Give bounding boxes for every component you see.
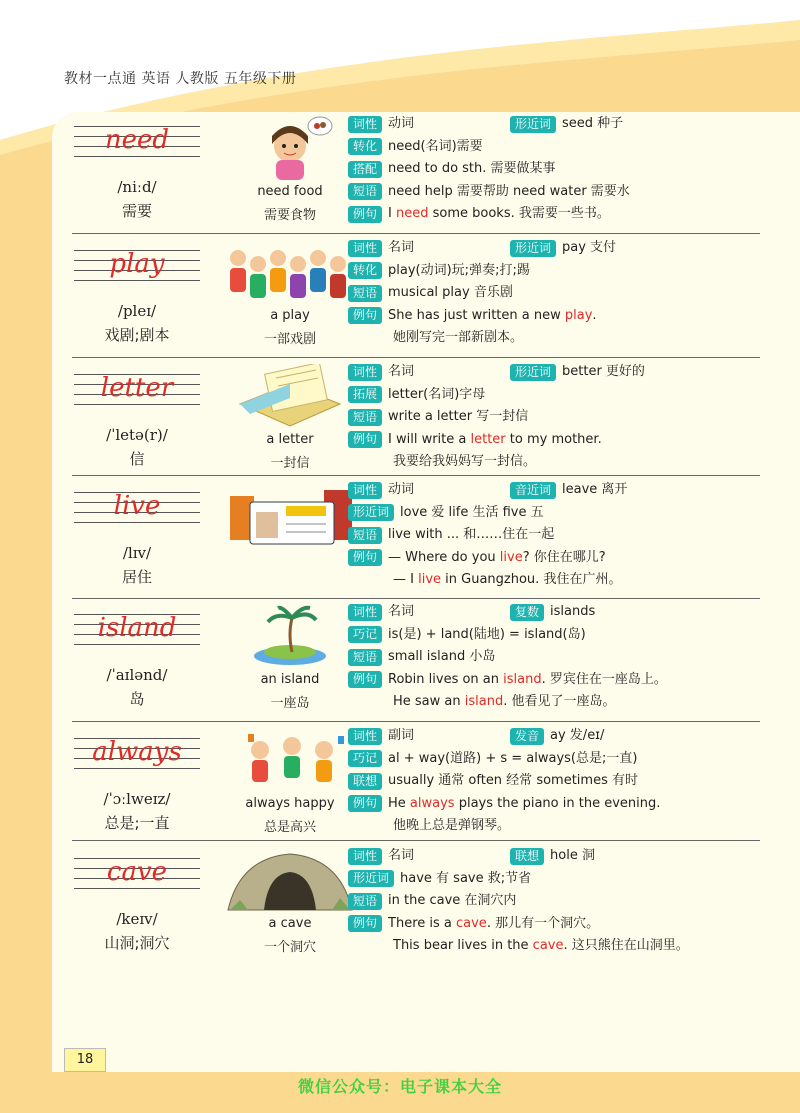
word-writing-lines <box>74 728 200 786</box>
tag-label: 短语 <box>348 183 382 200</box>
entry-divider <box>72 721 760 722</box>
page-number: 18 <box>64 1048 106 1072</box>
detail-text: 他晚上总是弹钢琴。 <box>393 818 511 833</box>
word-writing-lines <box>74 848 200 906</box>
detail-text: 动词 <box>388 482 415 497</box>
tag-label: 巧记 <box>348 626 382 643</box>
detail-row <box>348 647 495 667</box>
word-meaning: 戏剧;剧本 <box>104 326 170 344</box>
example-post: ? 你住在哪儿? <box>522 549 606 565</box>
word-writing-lines <box>74 240 200 298</box>
detail-row <box>348 159 556 179</box>
example-highlight: live <box>499 549 523 565</box>
picture-caption-cn: 总是高兴 <box>263 820 316 835</box>
detail-row-secondary <box>510 602 595 622</box>
detail-text: musical play 音乐剧 <box>388 285 513 300</box>
tag-label-secondary: 形近词 <box>510 364 556 381</box>
vocab-entry-need <box>52 112 792 230</box>
tag-label: 短语 <box>348 409 382 426</box>
vocab-word: cave <box>106 857 168 887</box>
detail-row <box>348 362 414 382</box>
detail-row <box>348 114 414 134</box>
example-post: . <box>592 307 597 323</box>
example-post: . 罗宾住在一座岛上。 <box>541 671 667 687</box>
vocab-entry-island <box>52 600 792 718</box>
picture-caption-cn: 一部戏剧 <box>263 332 316 347</box>
detail-row <box>348 204 610 224</box>
detail-text-secondary: pay 支付 <box>562 240 617 255</box>
letter-envelope-icon <box>220 364 360 428</box>
example-pre: — Where do you <box>388 549 500 565</box>
example-post: to my mother. <box>505 431 602 447</box>
vocab-word: need <box>104 125 170 155</box>
detail-text-secondary: ay 发/eɪ/ <box>550 728 605 743</box>
phonetic: /pleɪ/ <box>117 302 157 320</box>
phonetic: /ˈɔːlweɪz/ <box>103 790 171 808</box>
detail-row <box>348 452 536 472</box>
detail-row <box>348 869 531 889</box>
detail-row <box>348 525 554 545</box>
header-title: 教材一点通 英语 人教版 五年级下册 <box>64 71 297 87</box>
tag-label: 例句 <box>348 431 382 448</box>
picture-caption-cn: 一封信 <box>270 456 310 471</box>
detail-row-secondary <box>510 480 627 500</box>
tag-label: 词性 <box>348 116 382 133</box>
tag-label: 转化 <box>348 262 382 279</box>
picture-caption-cn: 一个洞穴 <box>263 940 316 955</box>
word-writing-lines <box>74 604 200 662</box>
example-pre: He saw an <box>393 694 465 709</box>
picture-caption-cn: 需要食物 <box>263 208 316 223</box>
tag-label: 短语 <box>348 649 382 666</box>
detail-row <box>348 283 513 303</box>
detail-text-secondary: hole 洞 <box>550 848 595 863</box>
picture-caption-en: need food <box>257 184 323 199</box>
detail-row <box>348 891 516 911</box>
entry-divider <box>72 233 760 234</box>
vocab-entry-live <box>52 478 792 596</box>
phonetic: /lɪv/ <box>122 544 152 562</box>
detail-row <box>348 846 414 866</box>
detail-text: need to do sth. 需要做某事 <box>388 161 556 176</box>
example-highlight: live <box>418 572 442 587</box>
entry-divider <box>72 598 760 599</box>
tag-label-secondary: 形近词 <box>510 116 556 133</box>
detail-text: love 爱 life 生活 five 五 <box>400 504 544 520</box>
detail-text-secondary: better 更好的 <box>562 364 645 379</box>
example-post: . 那儿有一个洞穴。 <box>486 915 600 931</box>
tag-label: 转化 <box>348 138 382 155</box>
detail-row <box>348 749 637 769</box>
word-meaning: 居住 <box>121 568 152 586</box>
example-highlight: cave <box>456 915 487 931</box>
example-pre: I <box>388 206 396 221</box>
vocab-word: letter <box>100 373 174 403</box>
example-highlight: cave <box>532 938 564 953</box>
example-pre: — I <box>393 572 419 587</box>
vocab-word: live <box>113 491 161 521</box>
example-post: some books. 我需要一些书。 <box>428 206 610 221</box>
tag-label: 拓展 <box>348 386 382 403</box>
detail-row <box>348 670 667 690</box>
word-writing-lines <box>74 482 200 540</box>
tag-label: 联想 <box>348 773 382 790</box>
detail-text-secondary: islands <box>550 604 596 619</box>
detail-text: 名词 <box>388 848 415 863</box>
detail-row <box>348 816 510 836</box>
tag-label: 词性 <box>348 240 382 257</box>
detail-row <box>348 306 597 326</box>
detail-row-secondary <box>510 238 616 258</box>
entry-divider <box>72 475 760 476</box>
tag-label: 例句 <box>348 671 382 688</box>
vocab-entry-cave <box>52 844 792 962</box>
tag-label: 例句 <box>348 206 382 223</box>
example-pre: This bear lives in the <box>393 938 533 953</box>
picture-caption-en: always happy <box>245 796 335 811</box>
detail-row <box>348 548 606 568</box>
detail-row <box>348 328 523 348</box>
happy-kids-icon <box>220 728 360 792</box>
detail-text: write a letter 写一封信 <box>388 409 529 424</box>
detail-text: 名词 <box>388 364 415 379</box>
vocab-word: play <box>109 249 165 279</box>
word-meaning: 需要 <box>121 202 152 220</box>
tag-label-secondary: 复数 <box>510 604 544 621</box>
detail-row <box>348 625 586 645</box>
detail-row-secondary <box>510 726 604 746</box>
detail-text: 她刚写完一部新剧本。 <box>393 330 524 345</box>
detail-row <box>348 692 615 712</box>
tag-label: 例句 <box>348 795 382 812</box>
detail-text: 动词 <box>388 116 415 131</box>
island-palm-icon <box>220 604 360 668</box>
example-post: in Guangzhou. 我住在广州。 <box>441 572 622 587</box>
detail-text: in the cave 在洞穴内 <box>388 893 517 908</box>
detail-row <box>348 480 414 500</box>
tag-label: 短语 <box>348 893 382 910</box>
example-post: . 他看见了一座岛。 <box>503 694 616 709</box>
vocab-entry-letter <box>52 360 792 478</box>
detail-row <box>348 137 483 157</box>
tag-label-secondary: 音近词 <box>510 482 556 499</box>
detail-text: need help 需要帮助 need water 需要水 <box>388 183 630 199</box>
detail-text: small island 小岛 <box>388 649 496 664</box>
tag-label: 例句 <box>348 915 382 932</box>
entry-divider <box>72 840 760 841</box>
picture-caption-en: a letter <box>266 432 314 447</box>
phonetic: /niːd/ <box>117 178 157 196</box>
vocab-word: always <box>92 737 182 767</box>
detail-row <box>348 570 621 590</box>
tag-label: 短语 <box>348 285 382 302</box>
phonetic: /keɪv/ <box>116 910 158 928</box>
tag-label: 词性 <box>348 848 382 865</box>
detail-row <box>348 936 689 956</box>
vocab-entry-always <box>52 724 792 842</box>
detail-text-secondary: leave 离开 <box>562 482 628 497</box>
phonetic: /ˈletə(r)/ <box>106 426 168 444</box>
example-highlight: letter <box>470 431 506 447</box>
entry-divider <box>72 357 760 358</box>
example-post: . 这只熊住在山洞里。 <box>563 938 689 953</box>
tag-label: 词性 <box>348 482 382 499</box>
detail-text: al + way(道路) + s = always(总是;一直) <box>388 750 638 766</box>
detail-row <box>348 407 528 427</box>
tag-label-secondary: 发音 <box>510 728 544 745</box>
detail-row <box>348 726 414 746</box>
detail-row-secondary <box>510 362 645 382</box>
tag-label-secondary: 形近词 <box>510 240 556 257</box>
picture-caption-en: an island <box>260 672 320 687</box>
detail-row-secondary <box>510 846 595 866</box>
example-highlight: always <box>409 795 455 811</box>
tag-label: 词性 <box>348 604 382 621</box>
detail-row <box>348 794 660 814</box>
girl-with-food-icon <box>220 116 360 180</box>
detail-text: have 有 save 救;节省 <box>400 870 532 886</box>
tag-label: 形近词 <box>348 504 394 521</box>
tag-label: 搭配 <box>348 161 382 178</box>
vocab-entry-play <box>52 236 792 354</box>
tag-label-secondary: 联想 <box>510 848 544 865</box>
detail-row <box>348 261 530 281</box>
detail-row-secondary <box>510 114 623 134</box>
detail-row <box>348 503 544 523</box>
word-meaning: 山洞;洞穴 <box>104 934 170 952</box>
picture-caption-en: a play <box>270 308 310 323</box>
example-highlight: need <box>395 206 429 221</box>
example-pre: Robin lives on an <box>388 671 504 687</box>
detail-text-secondary: seed 种子 <box>562 116 624 131</box>
tag-label: 例句 <box>348 307 382 324</box>
detail-row <box>348 602 414 622</box>
detail-text: need(名词)需要 <box>388 138 483 154</box>
cave-icon <box>220 848 360 912</box>
detail-row <box>348 430 602 450</box>
tag-label: 词性 <box>348 728 382 745</box>
detail-text: letter(名词)字母 <box>388 386 486 402</box>
example-pre: I will write a <box>388 431 471 447</box>
example-highlight: island <box>464 694 504 709</box>
detail-text: is(是) + land(陆地) = island(岛) <box>388 626 586 642</box>
detail-text: 副词 <box>388 728 415 743</box>
example-pre: He <box>388 795 410 811</box>
word-writing-lines <box>74 116 200 174</box>
phonetic: /ˈaɪlənd/ <box>106 666 168 684</box>
tag-label: 词性 <box>348 364 382 381</box>
detail-text: usually 通常 often 经常 sometimes 有时 <box>388 773 638 788</box>
example-pre: She has just written a new <box>388 307 565 323</box>
residence-card-icon <box>220 482 360 546</box>
detail-row <box>348 771 638 791</box>
example-post: plays the piano in the evening. <box>454 795 661 811</box>
detail-text: play(动词)玩;弹奏;打;踢 <box>388 262 530 278</box>
watermark: 微信公众号：电子课本大全 <box>297 1077 502 1096</box>
detail-text: 我要给我妈妈写一封信。 <box>393 454 537 469</box>
tag-label: 例句 <box>348 549 382 566</box>
picture-caption-cn: 一座岛 <box>270 696 310 711</box>
detail-text: 名词 <box>388 240 415 255</box>
example-highlight: play <box>564 307 593 323</box>
example-pre: There is a <box>388 915 456 931</box>
picture-caption-en: a cave <box>268 916 312 931</box>
detail-text: 名词 <box>388 604 415 619</box>
word-writing-lines <box>74 364 200 422</box>
detail-text: live with ... 和……住在一起 <box>388 527 555 542</box>
word-meaning: 岛 <box>129 690 145 708</box>
vocab-word: island <box>97 613 177 643</box>
tag-label: 巧记 <box>348 750 382 767</box>
word-meaning: 总是;一直 <box>104 814 170 832</box>
tag-label: 形近词 <box>348 870 394 887</box>
detail-row <box>348 238 414 258</box>
tag-label: 短语 <box>348 527 382 544</box>
word-meaning: 信 <box>129 450 145 468</box>
detail-row <box>348 914 599 934</box>
example-highlight: island <box>503 671 542 687</box>
actors-icon <box>220 240 360 304</box>
detail-row <box>348 385 485 405</box>
detail-row <box>348 182 630 202</box>
